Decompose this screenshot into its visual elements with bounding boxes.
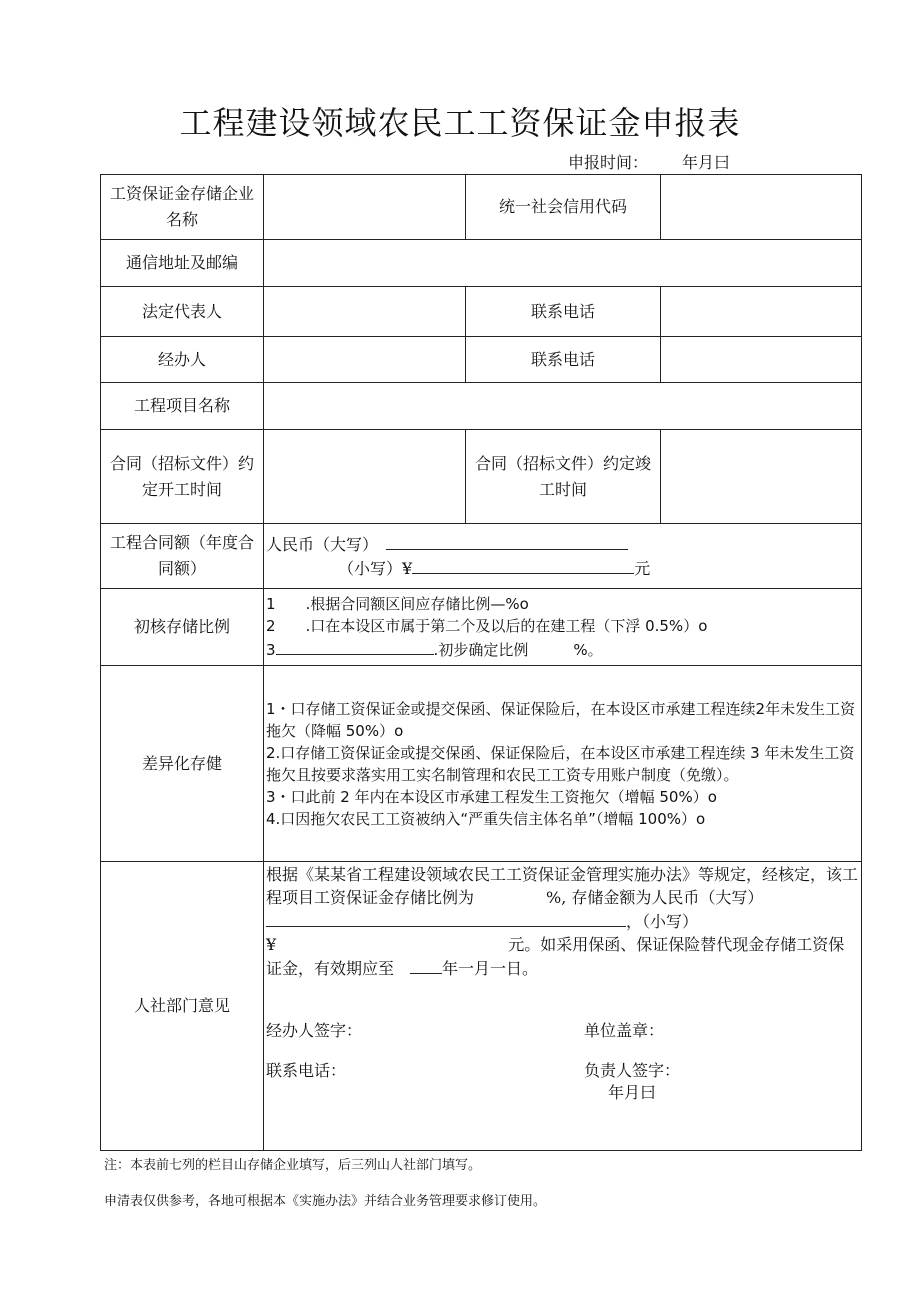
diff-item-2: 2.口存储工资保证金或提交保函、保证保险后，在本设区市承建工程连续 3 年未发生工资拖欠且按要求落实用工实名制管理和农民工工资专用账户制度（免缴）。 — [266, 743, 855, 784]
opinion-ratio-blank[interactable] — [474, 886, 546, 903]
diff-item-3: 3・口此前 2 年内在本设区市承建工程发生工资拖欠（增幅 50%）o — [266, 787, 717, 806]
field-end-time[interactable] — [661, 430, 862, 524]
field-diff-storage — [264, 666, 862, 862]
opinion-text — [266, 864, 859, 980]
row-hr-opinion — [101, 862, 862, 1151]
field-handler[interactable] — [264, 337, 466, 383]
opinion-part-5: 元。如采用保函、保证保险替代现金存储工资保证金，有效期应至 — [266, 935, 845, 978]
opinion-upper-blank[interactable] — [266, 909, 466, 927]
row-handler — [101, 337, 862, 383]
ratio-3-text: .初步确定比例 — [433, 641, 529, 659]
ratio-3-blank[interactable] — [276, 637, 434, 655]
label-project-name: 工程项目名称 — [101, 383, 264, 430]
row-legal-rep — [101, 287, 862, 337]
footnote-2: 申清表仅供参考，各地可根据本《实施办法》并结合业务管理要求修订使用。 — [104, 1194, 547, 1209]
opinion-part-2: %, 存储金额为人民币（大写） — [546, 888, 756, 907]
label-initial-ratio: 初核存储比例 — [101, 589, 264, 666]
opinion-upper-blank-2[interactable] — [466, 909, 626, 927]
field-enterprise-name[interactable] — [264, 175, 466, 240]
field-project-name[interactable] — [264, 383, 862, 430]
row-dates — [101, 430, 862, 524]
opinion-part-4: ¥ — [266, 935, 277, 954]
ratio-item-1: 1 .根据合同额区间应存储比例—%o — [266, 595, 529, 613]
amount-lower-label: （小写）¥ — [346, 559, 413, 578]
sign-phone: 联系电话： — [266, 1061, 347, 1080]
page-title: 工程建设领域农民工工资保证金申报表 — [179, 104, 741, 142]
row-initial-ratio — [101, 589, 862, 666]
amount-lower-blank[interactable] — [412, 556, 634, 574]
sign-handler: 经办人签字： — [266, 1021, 363, 1040]
ratio-3-unit: %。 — [573, 641, 603, 659]
declaration-date — [568, 150, 730, 173]
field-legal-rep[interactable] — [264, 287, 466, 337]
sign-row-1 — [266, 1020, 859, 1042]
label-diff-storage: 差异化存健 — [101, 666, 264, 862]
sign-row-2 — [266, 1060, 859, 1082]
field-address[interactable] — [264, 240, 862, 287]
diff-item-1: 1・口存储工资保证金或提交保函、保证保险后，在本设区市承建工程连续2年未发生工资拖欠（降幅 50%）o — [266, 699, 856, 740]
field-start-time[interactable] — [264, 430, 466, 524]
label-credit-code: 统一社会信用代码 — [466, 175, 661, 240]
field-initial-ratio — [264, 589, 862, 666]
sign-leader: 负责人签字： — [584, 1061, 681, 1080]
sign-row-3 — [266, 1082, 859, 1104]
field-hr-opinion — [264, 862, 862, 1151]
label-contract-amount: 工程合同额（年度合同额） — [101, 524, 264, 589]
label-start-time: 合同（招标文件）约定开工时间 — [101, 430, 264, 524]
label-hr-opinion: 人社部门意见 — [101, 862, 264, 1151]
field-contract-amount — [264, 524, 862, 589]
ratio-3-num: 3 — [266, 641, 276, 659]
date-value: 年月曰 — [682, 153, 731, 172]
sign-seal: 单位盖章： — [584, 1021, 665, 1040]
footnote-1: 注：本表前七列的栏目山存储企业填写，后三列山人社部门填写。 — [104, 1158, 482, 1173]
opinion-part-1: 根据《某某省工程建设领域农民工工资保证金管理实施办法》等规定，经核定，该工程项目工资保证金存储比例为 — [266, 865, 859, 907]
opinion-lower-blank[interactable] — [276, 933, 508, 950]
label-handler: 经办人 — [101, 337, 264, 383]
label-phone-1: 联系电话 — [466, 287, 661, 337]
ratio-item-2: 2 .口在本设区市属于第二个及以后的在建工程（下浮 0.5%）o — [266, 617, 708, 635]
label-address: 通信地址及邮编 — [101, 240, 264, 287]
opinion-year-blank[interactable] — [410, 956, 442, 974]
amount-unit: 元 — [634, 559, 651, 578]
row-project — [101, 383, 862, 430]
field-phone-2[interactable] — [661, 337, 862, 383]
opinion-part-3: ，（小写） — [626, 912, 699, 931]
label-phone-2: 联系电话 — [466, 337, 661, 383]
amount-upper-blank[interactable] — [386, 532, 628, 550]
field-credit-code[interactable] — [661, 175, 862, 240]
label-legal-rep: 法定代表人 — [101, 287, 264, 337]
date-label: 申报时间： — [568, 153, 649, 172]
label-enterprise-name: 工资保证金存储企业名称 — [101, 175, 264, 240]
application-form — [100, 174, 862, 1151]
field-phone-1[interactable] — [661, 287, 862, 337]
amount-lower-line — [266, 556, 859, 580]
amount-upper-line — [266, 532, 859, 556]
opinion-part-6: 年一月一日。 — [442, 959, 539, 978]
row-address — [101, 240, 862, 287]
amount-upper-label: 人民币（大写） — [266, 535, 371, 554]
row-enterprise — [101, 175, 862, 240]
ratio-item-3 — [266, 637, 859, 661]
row-diff-storage — [101, 666, 862, 862]
label-end-time: 合同（招标文件）约定竣工时间 — [466, 430, 661, 524]
diff-item-4: 4.口因拖欠农民工工资被纳入“严重失信主体名单”（增幅 100%）o — [266, 809, 706, 828]
sign-date: 年月曰 — [608, 1083, 657, 1102]
row-contract-amount — [101, 524, 862, 589]
